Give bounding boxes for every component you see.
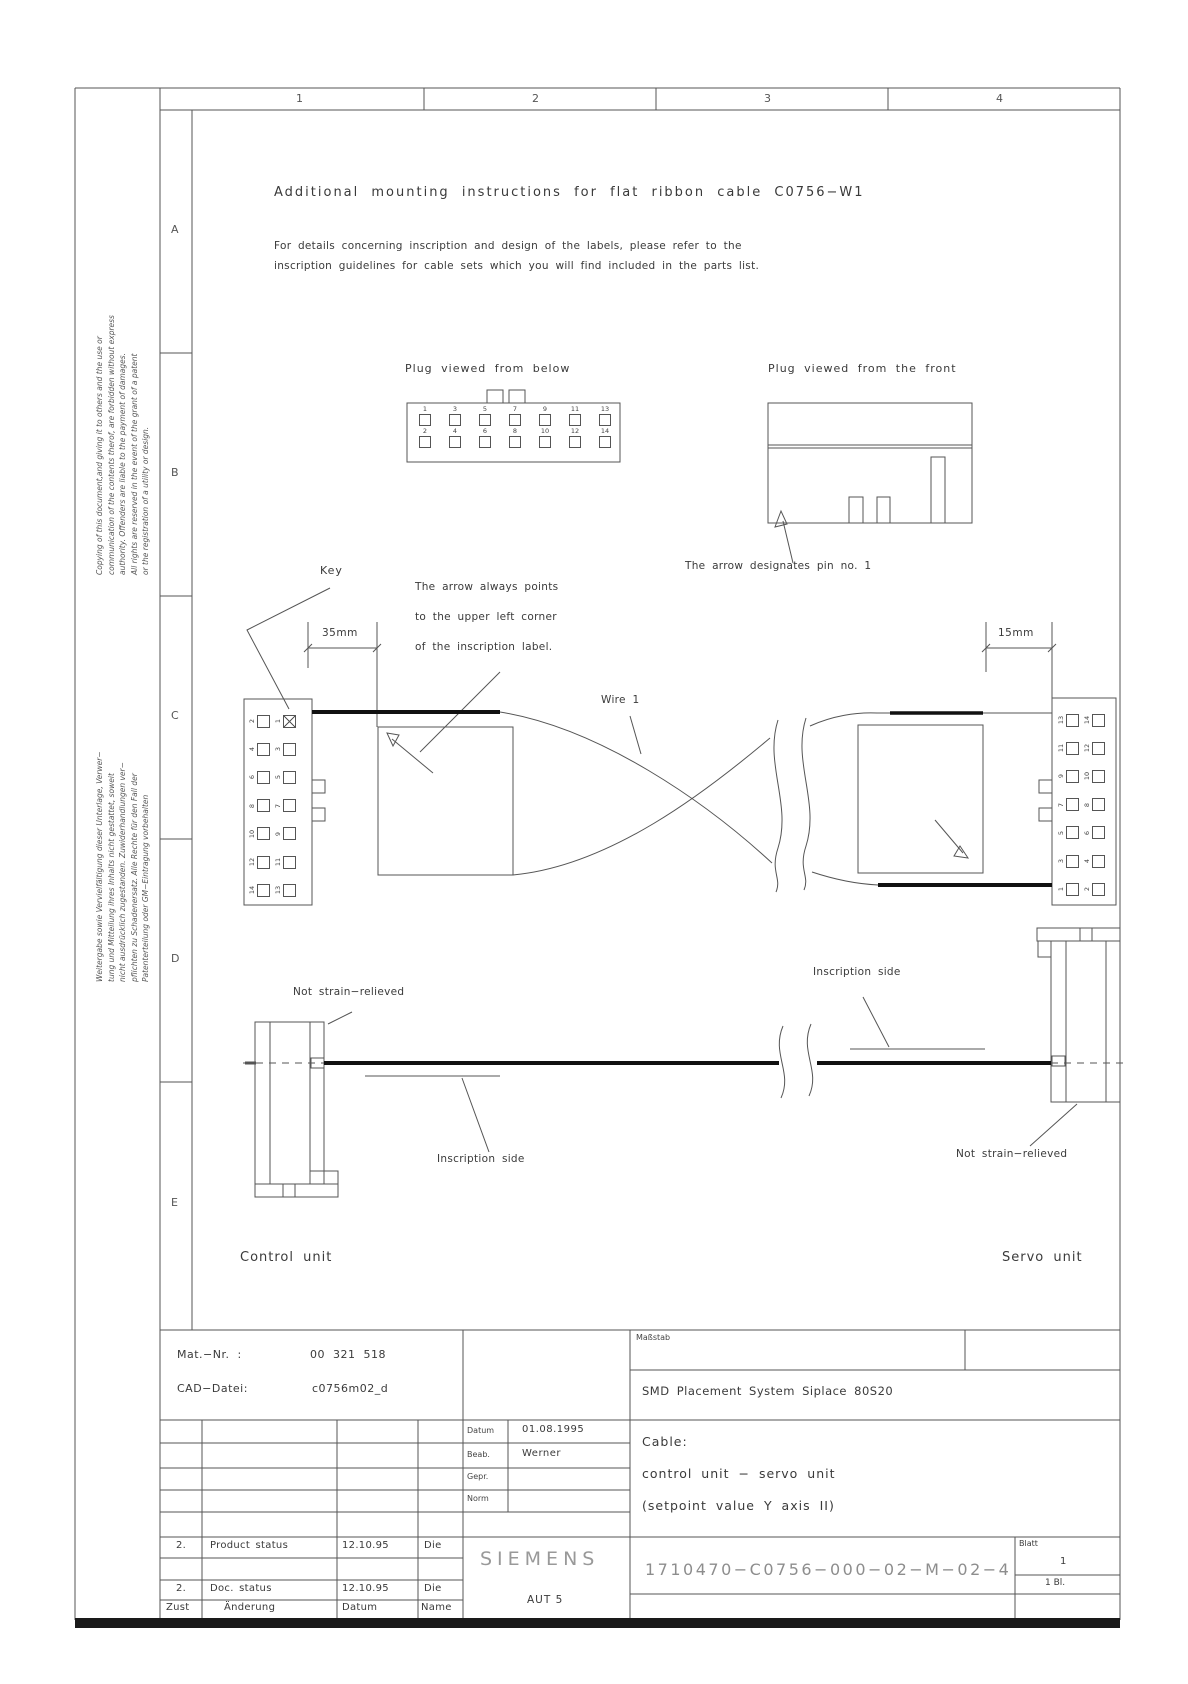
beab-value: Werner <box>522 1448 561 1459</box>
pin-square <box>599 436 611 448</box>
pin-label: 13 <box>274 886 282 895</box>
pin-label: 10 <box>540 427 550 435</box>
rev2-name: Die <box>424 1583 442 1594</box>
plug-front-outline <box>768 403 972 563</box>
pin-square <box>1092 826 1105 839</box>
rev-footer-no: Zust <box>166 1602 190 1613</box>
pin-square <box>283 856 296 869</box>
pin-square <box>1066 714 1079 727</box>
wire1-label: Wire 1 <box>601 694 640 706</box>
pin-label: 8 <box>512 427 518 435</box>
inscription-side-right: Inscription side <box>813 966 901 978</box>
rev-footer-change: Änderung <box>224 1602 276 1613</box>
pin-label: 3 <box>274 747 282 752</box>
pin-label: 11 <box>274 857 282 867</box>
pin-square <box>283 743 296 756</box>
frame-col-1: 1 <box>296 92 303 105</box>
rev2-change: Doc. status <box>210 1583 272 1594</box>
pin-square <box>1066 826 1079 839</box>
pin-label: 9 <box>1057 774 1065 779</box>
pin-label: 12 <box>248 857 256 867</box>
frame-row-c: C <box>171 709 179 722</box>
gepr-label: Gepr. <box>467 1472 489 1481</box>
rev1-name: Die <box>424 1540 442 1551</box>
cable-side-view <box>243 1024 1128 1098</box>
pin-label: 12 <box>570 427 580 435</box>
cable-desc-1: control unit − servo unit <box>642 1466 836 1481</box>
datum-label: Datum <box>467 1426 495 1435</box>
pin-label: 7 <box>1057 802 1065 807</box>
wire1-thick-segments <box>312 712 1052 885</box>
margin-note-english: Copying of this document,and giving it to others and the use or communication of the contents therof, are forbidden without express authority. Offenders are liable to the payment of damages. All rights are reserved in the event of the grant of a patent or the registration of a utility or design. <box>95 315 150 575</box>
pin-label: 11 <box>570 405 580 413</box>
left-connector-pins <box>247 707 311 904</box>
pin-square <box>1066 798 1079 811</box>
inscription-side-left: Inscription side <box>437 1153 525 1165</box>
dim-15mm: 15mm <box>998 627 1034 639</box>
blatt-label: Blatt <box>1019 1539 1038 1548</box>
pin-square <box>569 414 581 426</box>
pin-square <box>599 414 611 426</box>
frame-col-4: 4 <box>996 92 1003 105</box>
pin-square <box>419 436 431 448</box>
plug-below-pins <box>410 404 620 448</box>
pin-label: 11 <box>1057 744 1065 753</box>
pin-square <box>449 436 461 448</box>
pin-label: 14 <box>248 886 256 895</box>
pin-label: 7 <box>512 405 518 413</box>
pin-square <box>539 436 551 448</box>
pin-label: 1 <box>274 719 282 724</box>
pin-label: 6 <box>248 775 256 780</box>
plug-below-caption: Plug viewed from below <box>405 362 571 375</box>
pin-square <box>1066 883 1079 896</box>
pin-square <box>257 884 270 897</box>
pin-square <box>479 436 491 448</box>
servo-unit-label: Servo unit <box>1002 1250 1083 1265</box>
pin-square <box>257 799 270 812</box>
pin-square <box>539 414 551 426</box>
pin-square <box>257 715 270 728</box>
beab-label: Beab. <box>467 1450 490 1459</box>
rev2-date: 12.10.95 <box>342 1583 389 1594</box>
page-title: Additional mounting instructions for flat ribbon cable C0756−W1 <box>274 185 865 200</box>
rev-footer-name: Name <box>421 1602 452 1613</box>
norm-label: Norm <box>467 1494 489 1503</box>
pin-square <box>1092 798 1105 811</box>
pin-label: 13 <box>1057 715 1065 725</box>
bottom-bar <box>75 1618 1120 1628</box>
pin-square <box>1092 714 1105 727</box>
pin-label: 5 <box>1057 830 1065 835</box>
pin-square <box>283 771 296 784</box>
pin-square <box>283 827 296 840</box>
mat-nr-label: Mat.−Nr. : <box>177 1348 242 1361</box>
intro-line-2: inscription guidelines for cable sets which you will find included in the parts list. <box>274 260 760 272</box>
pin-square <box>509 436 521 448</box>
right-connector-pins <box>1056 706 1118 903</box>
margin-note-german: Weitergabe sowie Vervielfältigung dieser Unterlage, Verwer− tung und Mitteilung ihres Inhalts nicht gestattet, soweit nicht ausdrücklich zugestanden. Zuwiderhandlungen ver− pflichten zu Schadenersatz. Alle Rechte für den Fall der Patenterteilung oder GM−Eintragung vorbehalten <box>95 751 150 982</box>
pin-label: 13 <box>600 405 610 413</box>
key-label: Key <box>320 564 343 577</box>
pin-square <box>569 436 581 448</box>
frame-col-2: 2 <box>532 92 539 105</box>
pin-label: 4 <box>452 427 458 435</box>
not-strain-left: Not strain−relieved <box>293 986 405 998</box>
pin-square <box>479 414 491 426</box>
not-strain-right: Not strain−relieved <box>956 1148 1068 1160</box>
pin-label: 14 <box>1083 715 1091 725</box>
pin-label: 2 <box>1083 887 1091 892</box>
blatt-number: 1 <box>1060 1556 1067 1567</box>
control-unit-label: Control unit <box>240 1250 333 1265</box>
pin-square <box>509 414 521 426</box>
pin-label: 1 <box>1057 887 1065 892</box>
pin-square <box>257 771 270 784</box>
cad-file-label: CAD−Datei: <box>177 1382 248 1395</box>
pin-label: 8 <box>1083 802 1091 807</box>
bl-count: 1 Bl. <box>1045 1578 1066 1588</box>
side-view-right-lines <box>850 928 1120 1146</box>
pin-square <box>257 743 270 756</box>
pin-square <box>1092 742 1105 755</box>
pin-square <box>1066 855 1079 868</box>
frame-row-d: D <box>171 952 180 965</box>
pin-label: 5 <box>274 775 282 780</box>
frame-row-a: A <box>171 223 179 236</box>
pin-square <box>283 799 296 812</box>
pin-label: 3 <box>1057 858 1065 864</box>
pin-square <box>449 414 461 426</box>
pin-square <box>1092 770 1105 783</box>
pin-square <box>1066 742 1079 755</box>
pin-square <box>419 414 431 426</box>
arrow-note-2: to the upper left corner <box>415 611 557 623</box>
pin-square <box>1092 855 1105 868</box>
pin-square <box>257 827 270 840</box>
frame-row-b: B <box>171 466 179 479</box>
pin-square <box>1066 770 1079 783</box>
pin-label: 7 <box>274 803 282 808</box>
rev1-no: 2. <box>176 1540 187 1551</box>
pin-label: 4 <box>1083 858 1091 864</box>
pin1-note: The arrow designates pin no. 1 <box>685 560 872 572</box>
cable-top-view-lines <box>244 588 1116 905</box>
cad-file-value: c0756m02_d <box>312 1382 389 1395</box>
pin-label: 2 <box>248 719 256 724</box>
pin-square <box>257 856 270 869</box>
cable-desc-2: (setpoint value Y axis II) <box>642 1498 835 1513</box>
rev2-no: 2. <box>176 1583 187 1594</box>
intro-line-1: For details concerning inscription and design of the labels, please refer to the <box>274 240 742 252</box>
dim-35mm: 35mm <box>322 627 358 639</box>
side-view-left-lines <box>255 1012 500 1197</box>
plug-front-caption: Plug viewed from the front <box>768 362 957 375</box>
rev1-date: 12.10.95 <box>342 1540 389 1551</box>
rev-footer-date: Datum <box>342 1602 378 1613</box>
cable-title: Cable: <box>642 1434 688 1449</box>
label-corner-arrowhead-right <box>954 846 968 858</box>
pin-label: 9 <box>274 831 282 836</box>
frame-col-3: 3 <box>764 92 771 105</box>
pin-label: 1 <box>422 405 428 413</box>
pin-square <box>283 884 296 897</box>
pin1-key-square <box>283 715 296 728</box>
pin-label: 5 <box>482 405 488 413</box>
arrow-note-3: of the inscription label. <box>415 641 553 653</box>
arrow-note-1: The arrow always points <box>415 581 559 593</box>
frame-row-e: E <box>171 1196 178 1209</box>
pin-label: 14 <box>600 427 610 435</box>
document-number: 1710470−C0756−000−02−M−02−4 <box>645 1560 1012 1579</box>
pin-label: 3 <box>452 405 458 413</box>
pin-label: 6 <box>482 427 488 435</box>
pin-label: 12 <box>1083 744 1091 753</box>
system-name: SMD Placement System Siplace 80S20 <box>642 1384 894 1398</box>
datum-value: 01.08.1995 <box>522 1424 585 1435</box>
pin-label: 10 <box>248 829 256 838</box>
pin-label: 8 <box>248 803 256 808</box>
rev1-change: Product status <box>210 1540 289 1551</box>
pin1-arrowhead <box>775 511 787 527</box>
siemens-logo: SIEMENS <box>480 1548 600 1570</box>
pin-label: 10 <box>1083 772 1091 781</box>
massstab-label: Maßstab <box>636 1333 671 1342</box>
pin-label: 6 <box>1083 830 1091 835</box>
pin-label: 9 <box>542 405 548 413</box>
mat-nr-value: 00 321 518 <box>310 1348 386 1361</box>
dept-label: AUT 5 <box>527 1594 564 1606</box>
pin-label: 2 <box>422 427 428 435</box>
pin-label: 4 <box>248 747 256 752</box>
pin-square <box>1092 883 1105 896</box>
